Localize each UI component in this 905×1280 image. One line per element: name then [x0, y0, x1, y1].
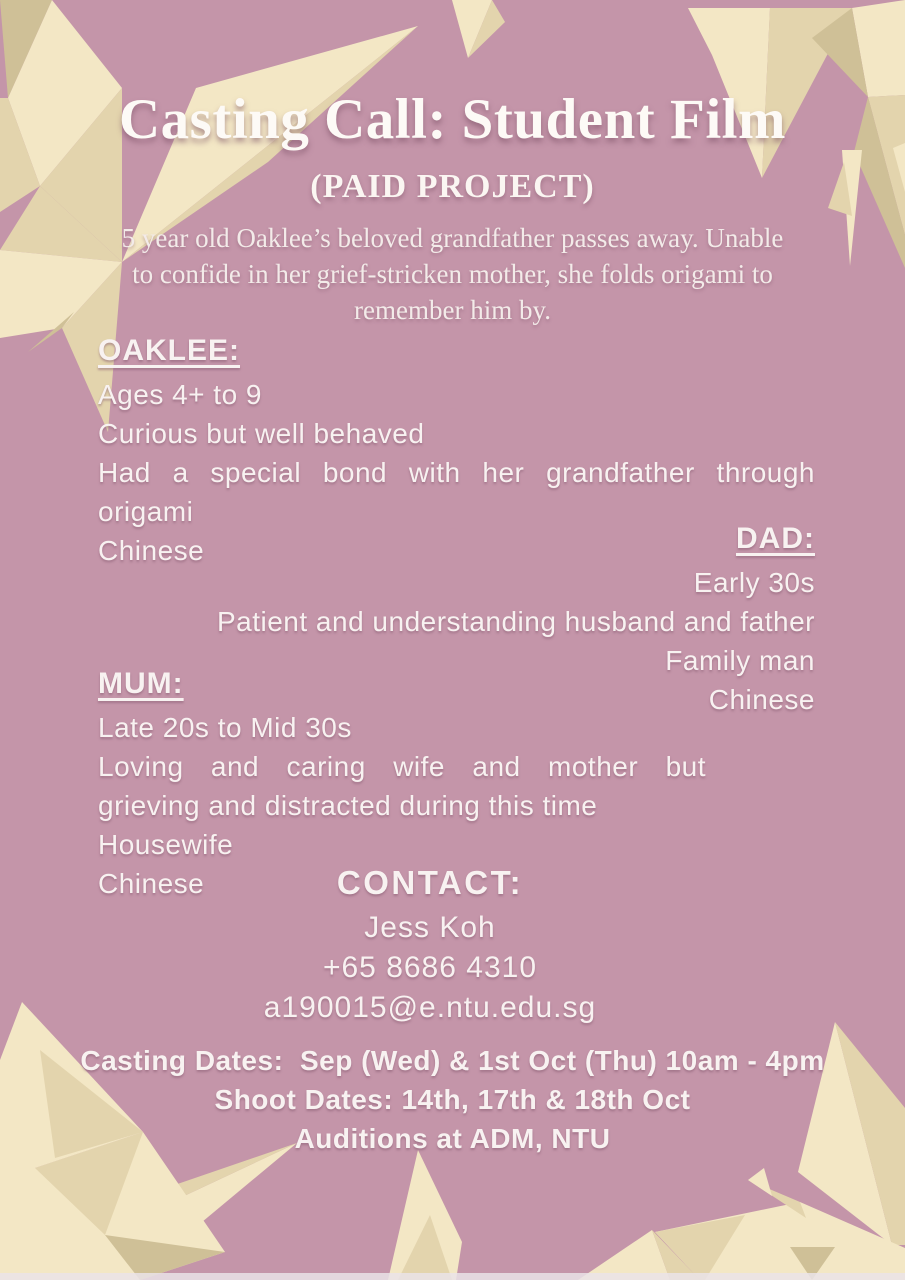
trait-line: Chinese — [98, 535, 205, 566]
trait-line: Chinese — [98, 868, 205, 899]
schedule-block — [0, 1041, 905, 1158]
page-bottom-edge — [0, 1273, 905, 1280]
contact-name: Jess Koh — [364, 911, 496, 944]
trait-line: Curious but well behaved — [98, 418, 425, 449]
origami-wing-top-middle-icon — [452, 0, 505, 58]
trait-line: Chinese — [708, 684, 815, 715]
trait-line: Patient and understanding husband and father — [216, 606, 815, 637]
flyer-subtitle: (PAID PROJECT) — [310, 168, 595, 205]
synopsis-line: remember him by. — [354, 295, 551, 325]
origami-tail-bottom-middle-icon — [388, 1150, 462, 1280]
synopsis-line: 5 year old Oaklee’s beloved grandfather passes away. Unable — [121, 223, 784, 253]
trait-line: Late 20s to Mid 30s — [98, 712, 352, 743]
contact-heading: CONTACT: — [336, 864, 524, 901]
character-name-dad: DAD: — [736, 522, 815, 555]
contact-email: a190015@e.ntu.edu.sg — [263, 991, 597, 1024]
audition-location-line: Auditions at ADM, NTU — [294, 1123, 611, 1154]
flyer-title: Casting Call: Student Film — [119, 88, 786, 151]
trait-line: Family man — [665, 645, 815, 676]
synopsis — [0, 220, 905, 328]
trait-line: Had a special bond with her grandfather through — [98, 457, 815, 488]
synopsis-line: to confide in her grief-stricken mother, she folds origami to — [132, 259, 773, 289]
trait-line: Loving and caring wife and mother but — [98, 751, 706, 782]
character-name-mum: MUM: — [98, 667, 184, 700]
casting-dates-line: Casting Dates: Sep (Wed) & 1st Oct (Thu) 10am - 4pm — [80, 1045, 825, 1076]
contact-block — [98, 864, 762, 1028]
shoot-dates-line: Shoot Dates: 14th, 17th & 18th Oct — [214, 1084, 691, 1115]
trait-line: Housewife — [98, 829, 234, 860]
trait-line: Early 30s — [693, 567, 815, 598]
character-name-oaklee: OAKLEE: — [98, 334, 240, 367]
contact-phone: +65 8686 4310 — [322, 951, 538, 984]
trait-line: origami — [98, 496, 194, 527]
trait-line: Ages 4+ to 9 — [98, 379, 263, 410]
trait-line: grieving and distracted during this time — [98, 790, 598, 821]
